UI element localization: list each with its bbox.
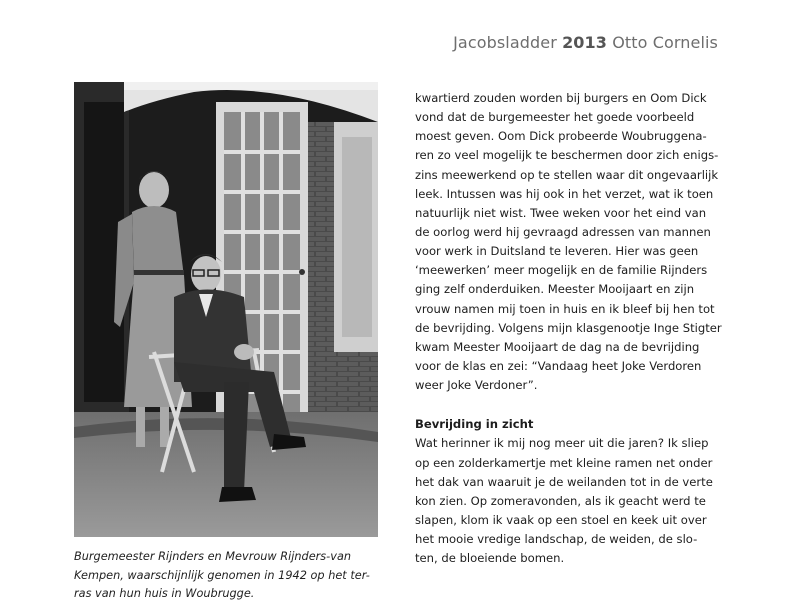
header-year: 2013 <box>562 33 608 52</box>
text-line: voor de klas en zei: “Vandaag heet Joke Verdoren <box>415 358 702 373</box>
text-line: ‘meewerken’ meer mogelijk en de familie Rijnders <box>415 263 708 278</box>
text-line: zins meewerkend op te stellen waar dit ongevaarlijk <box>415 167 719 182</box>
text-line: het mooie vredige landschap, de weiden, de slo- <box>415 532 698 547</box>
caption-line: ras van hun huis in Woubrugge. <box>74 587 255 600</box>
text-line: slapen, klom ik vaak op een stoel en keek uit over <box>415 512 707 527</box>
text-line: voor werk in Duitsland te leveren. Hier was geen <box>415 244 699 259</box>
text-line: moest geven. Oom Dick probeerde Woubruggena- <box>415 129 707 144</box>
text-line: de oorlog werd hij gevraagd adressen van mannen <box>415 224 711 239</box>
paragraph-1 <box>415 89 735 395</box>
paragraph-gap <box>415 395 735 415</box>
text-line: vond dat de burgemeester het goede voorbeeld <box>415 110 695 125</box>
header-author: Otto Cornelis <box>607 33 718 52</box>
text-line: weer Joke Verdoner”. <box>415 378 538 393</box>
header-title: Jacobsladder <box>453 33 563 52</box>
text-line: kwartierd zouden worden bij burgers en Oom Dick <box>415 91 707 105</box>
text-line: ging zelf onderduiken. Meester Mooijaart en zijn <box>415 282 695 297</box>
photo-illustration <box>74 82 378 537</box>
text-line: op een zolderkamertje met kleine ramen net onder <box>415 455 713 470</box>
text-line: de bevrijding. Volgens mijn klasgenootje Inge Stigter <box>415 320 722 335</box>
caption-line: Burgemeester Rijnders en Mevrouw Rijnders-van <box>74 550 352 563</box>
text-line: het dak van waaruit je de weilanden tot in de verte <box>415 474 713 489</box>
text-line: natuurlijk niet wist. Twee weken voor het eind van <box>415 205 707 220</box>
body-text-column <box>415 89 735 568</box>
text-line: ten, de bloeiende bomen. <box>415 551 565 566</box>
paragraph-2 <box>415 434 735 568</box>
text-line: kwam Meester Mooijaart de dag na de bevrijding <box>415 339 700 354</box>
running-header <box>453 33 718 52</box>
text-line: leek. Intussen was hij ook in het verzet, wat ik toen <box>415 186 714 201</box>
text-line: Wat herinner ik mij nog meer uit die jaren? Ik sliep <box>415 436 709 451</box>
historic-photograph <box>74 82 378 537</box>
text-line: vrouw namen mij toen in huis en ik bleef bij hen tot <box>415 301 715 316</box>
text-line: kon zien. Op zomeravonden, als ik geacht werd te <box>415 493 706 508</box>
photo-caption <box>74 548 384 604</box>
text-line: ren zo veel mogelijk te beschermen door zich enigs- <box>415 148 719 163</box>
section-heading: Bevrijding in zicht <box>415 417 534 432</box>
caption-line: Kempen, waarschijnlijk genomen in 1942 op het ter- <box>74 568 370 582</box>
